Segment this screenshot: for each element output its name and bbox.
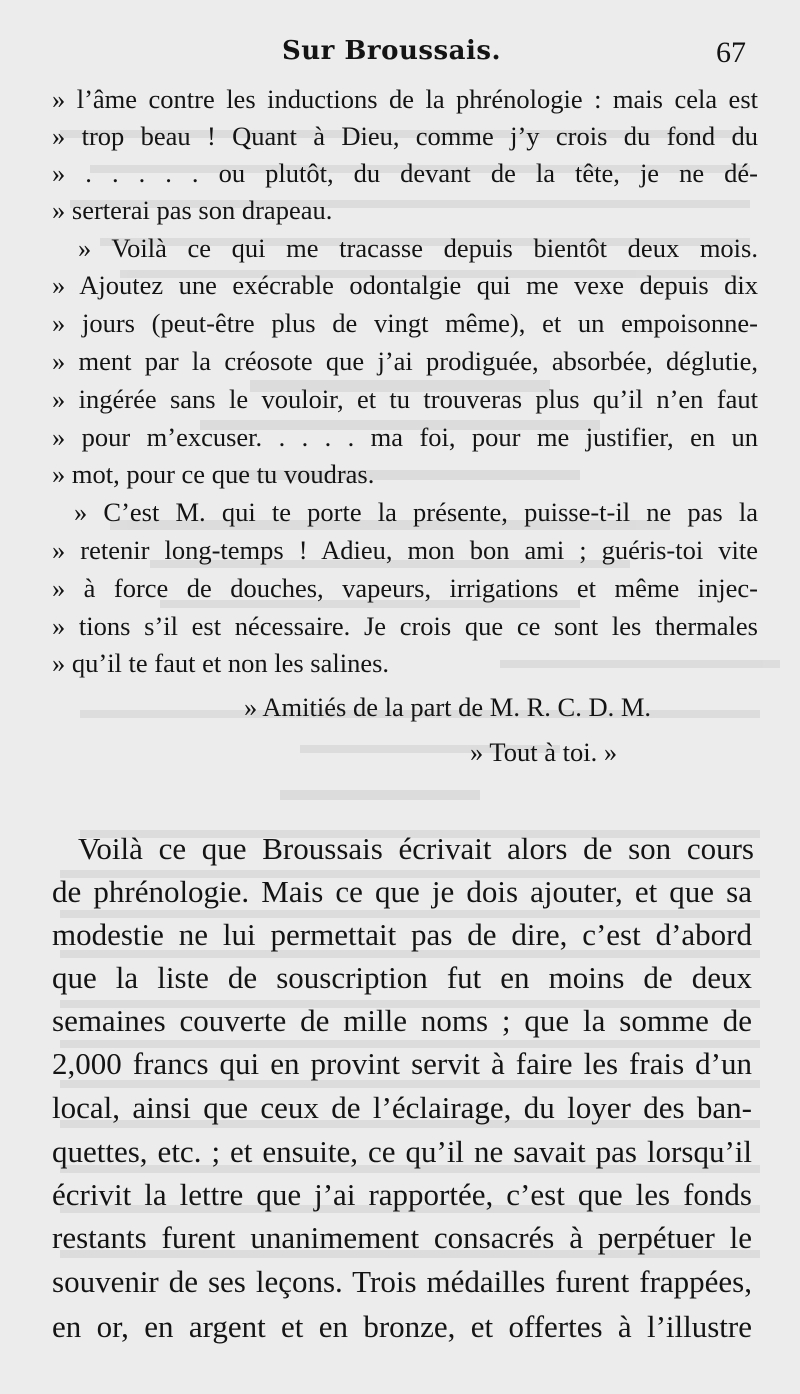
running-title: Sur Broussais.	[282, 36, 502, 66]
paragraph-line: semaines couverte de mille noms ; que la somme de	[52, 1003, 752, 1038]
paragraph-line: 2,000 francs qui en provint servit à faire les frais d’un	[52, 1046, 752, 1081]
letter-line: » tions s’il est nécessaire. Je crois que ce sont les thermales	[52, 611, 758, 641]
letter-line: » ingérée sans le vouloir, et tu trouveras plus qu’il n’en faut	[52, 384, 758, 414]
letter-line: » ment par la créosote que j’ai prodiguée, absorbée, déglutie,	[52, 346, 758, 376]
paragraph-line: modestie ne lui permettait pas de dire, c’est d’abord	[52, 917, 752, 952]
letter-line: » Voilà ce qui me tracasse depuis bientôt deux mois.	[78, 233, 758, 263]
letter-line: » mot, pour ce que tu voudras.	[52, 459, 375, 489]
letter-line: » qu’il te faut et non les salines.	[52, 648, 390, 678]
letter-line: » retenir long-temps ! Adieu, mon bon ami ; guéris-toi vite	[52, 535, 758, 565]
paragraph-line: quettes, etc. ; et ensuite, ce qu’il ne savait pas lorsqu’il	[52, 1134, 752, 1169]
letter-line: » jours (peut-être plus de vingt même), et un empoisonne-	[52, 308, 758, 338]
letter-line: » à force de douches, vapeurs, irrigations et même injec-	[52, 573, 758, 603]
paragraph-line: local, ainsi que ceux de l’éclairage, du loyer des ban-	[52, 1090, 752, 1125]
letter-line: » l’âme contre les inductions de la phrénologie : mais cela est	[52, 84, 758, 114]
page-number: 67	[716, 36, 746, 69]
paragraph-line: restants furent unanimement consacrés à perpétuer le	[52, 1220, 752, 1255]
paragraph-line: de phrénologie. Mais ce que je dois ajouter, et que sa	[52, 874, 752, 909]
letter-line: » Ajoutez une exécrable odontalgie qui me vexe depuis dix	[52, 270, 758, 300]
paragraph-line: en or, en argent et en bronze, et offertes à l’illustre	[52, 1309, 752, 1344]
letter-line: » . . . . . ou plutôt, du devant de la tête, je ne dé-	[52, 158, 758, 188]
letter-regards: » Amitiés de la part de M. R. C. D. M.	[244, 692, 652, 722]
letter-line: » pour m’excuser. . . . . ma foi, pour me justifier, en un	[52, 422, 758, 452]
letter-signoff: » Tout à toi. »	[470, 737, 618, 767]
paragraph-line: que la liste de souscription fut en moins de deux	[52, 960, 752, 995]
letter-line: » trop beau ! Quant à Dieu, comme j’y crois du fond du	[52, 121, 758, 151]
paragraph-line: souvenir de ses leçons. Trois médailles furent frappées,	[52, 1264, 752, 1299]
letter-line: » C’est M. qui te porte la présente, puisse-t-il ne pas la	[74, 497, 758, 527]
page-header	[0, 36, 800, 76]
paragraph-line: Voilà ce que Broussais écrivait alors de son cours	[78, 831, 754, 866]
paragraph-line: écrivit la lettre que j’ai rapportée, c’est que les fonds	[52, 1177, 752, 1212]
letter-line: » serterai pas son drapeau.	[52, 195, 333, 225]
